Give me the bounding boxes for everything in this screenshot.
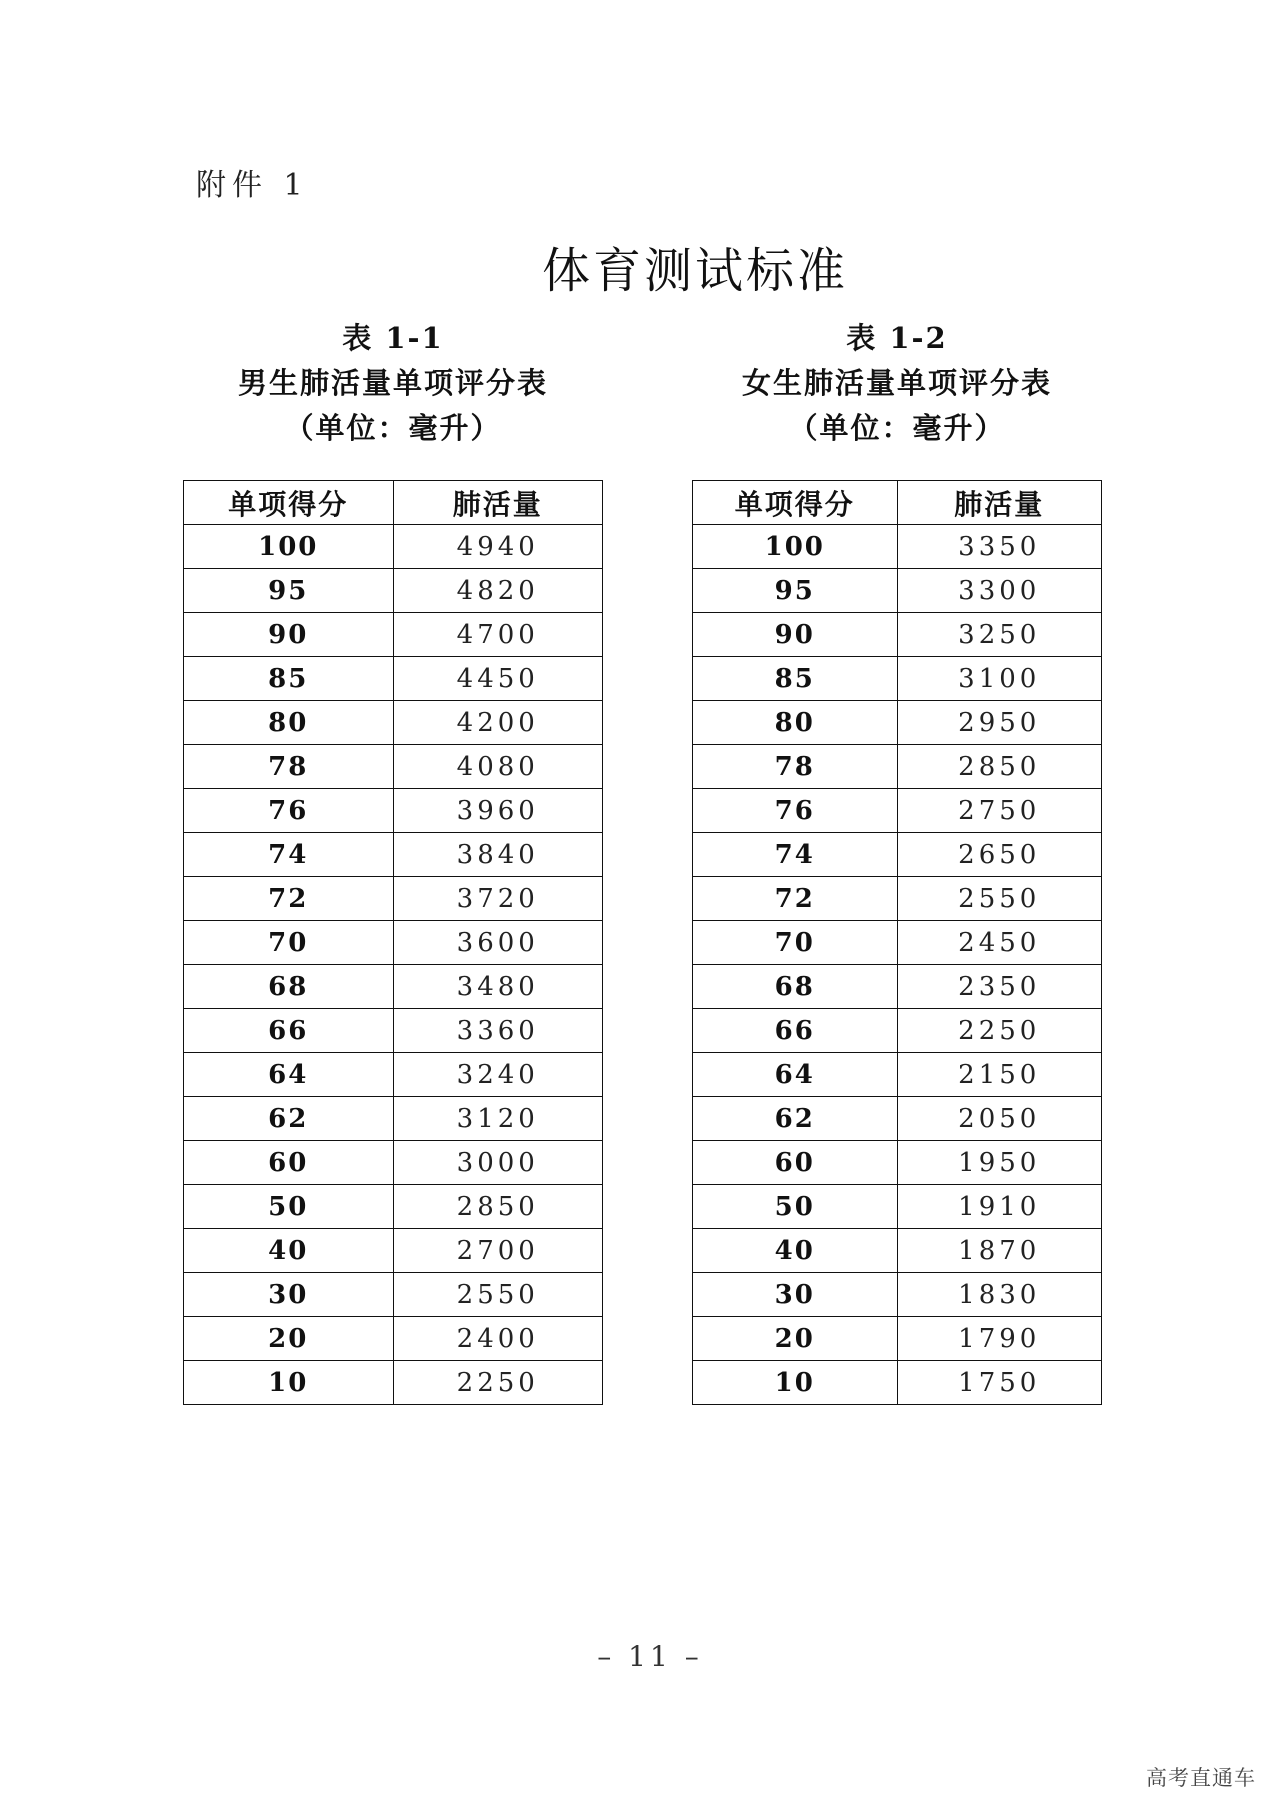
vital-capacity-cell: 2750 <box>897 789 1102 833</box>
score-cell: 40 <box>693 1229 898 1273</box>
table-row <box>693 701 1102 745</box>
vital-capacity-cell: 3840 <box>393 833 603 877</box>
score-cell: 72 <box>693 877 898 921</box>
vital-capacity-cell: 4450 <box>393 657 603 701</box>
score-cell: 62 <box>184 1097 394 1141</box>
vital-capacity-cell: 3120 <box>393 1097 603 1141</box>
table-row <box>693 833 1102 877</box>
table-row <box>184 877 603 921</box>
table-row <box>693 1273 1102 1317</box>
table-row <box>184 1097 603 1141</box>
header-vital-capacity: 肺活量 <box>393 481 603 525</box>
vital-capacity-cell: 2650 <box>897 833 1102 877</box>
table-row <box>184 745 603 789</box>
score-cell: 90 <box>693 613 898 657</box>
table-caption-title: 男生肺活量单项评分表 <box>237 366 548 400</box>
vital-capacity-cell: 3250 <box>897 613 1102 657</box>
vital-capacity-cell: 2550 <box>393 1273 603 1317</box>
score-cell: 30 <box>184 1273 394 1317</box>
table-row <box>693 1361 1102 1405</box>
score-cell: 64 <box>693 1053 898 1097</box>
vital-capacity-cell: 3000 <box>393 1141 603 1185</box>
vital-capacity-cell: 1870 <box>897 1229 1102 1273</box>
vital-capacity-cell: 2400 <box>393 1317 603 1361</box>
page-title: 体育测试标准 <box>541 243 848 299</box>
table-row <box>184 1141 603 1185</box>
score-cell: 68 <box>184 965 394 1009</box>
score-cell: 64 <box>184 1053 394 1097</box>
table-row <box>184 1053 603 1097</box>
score-cell: 95 <box>693 569 898 613</box>
vital-capacity-cell: 2150 <box>897 1053 1102 1097</box>
vital-capacity-cell: 2850 <box>897 745 1102 789</box>
table-row <box>184 833 603 877</box>
score-cell: 10 <box>184 1361 394 1405</box>
header-vital-capacity: 肺活量 <box>897 481 1102 525</box>
table-row <box>693 1097 1102 1141</box>
score-cell: 10 <box>693 1361 898 1405</box>
score-cell: 30 <box>693 1273 898 1317</box>
table-row <box>184 1317 603 1361</box>
score-cell: 95 <box>184 569 394 613</box>
score-cell: 66 <box>693 1009 898 1053</box>
vital-capacity-cell: 4940 <box>393 525 603 569</box>
score-cell: 100 <box>693 525 898 569</box>
table-row <box>184 613 603 657</box>
vital-capacity-cell: 2350 <box>897 965 1102 1009</box>
header-score: 单项得分 <box>184 481 394 525</box>
table-header-row <box>184 481 603 525</box>
vital-capacity-cell: 4700 <box>393 613 603 657</box>
score-cell: 70 <box>693 921 898 965</box>
table-row <box>693 1185 1102 1229</box>
table-row <box>184 921 603 965</box>
table-row <box>184 1361 603 1405</box>
table-row <box>693 789 1102 833</box>
table-number: 表 1-1 <box>342 321 444 355</box>
table-caption-female <box>692 316 1102 451</box>
table-row <box>693 1229 1102 1273</box>
table-row <box>693 965 1102 1009</box>
watermark-text: 高考直通车 <box>1146 1766 1256 1790</box>
score-cell: 20 <box>693 1317 898 1361</box>
score-cell: 100 <box>184 525 394 569</box>
table-row <box>184 525 603 569</box>
table-row <box>693 569 1102 613</box>
vital-capacity-cell: 2450 <box>897 921 1102 965</box>
table-row <box>693 657 1102 701</box>
table-unit: （单位：毫升） <box>788 411 1006 445</box>
vital-capacity-cell: 3720 <box>393 877 603 921</box>
table-row <box>693 613 1102 657</box>
score-cell: 85 <box>184 657 394 701</box>
vital-capacity-cell: 1830 <box>897 1273 1102 1317</box>
table-caption-male <box>183 316 603 451</box>
vital-capacity-cell: 3360 <box>393 1009 603 1053</box>
vital-capacity-cell: 1910 <box>897 1185 1102 1229</box>
score-cell: 70 <box>184 921 394 965</box>
vital-capacity-cell: 1750 <box>897 1361 1102 1405</box>
vital-capacity-cell: 2700 <box>393 1229 603 1273</box>
header-score: 单项得分 <box>693 481 898 525</box>
vital-capacity-cell: 3600 <box>393 921 603 965</box>
vital-capacity-cell: 2250 <box>897 1009 1102 1053</box>
table-row <box>184 1185 603 1229</box>
table-row <box>184 1009 603 1053</box>
score-cell: 66 <box>184 1009 394 1053</box>
score-cell: 60 <box>184 1141 394 1185</box>
attachment-label: 附件 1 <box>196 168 309 203</box>
table-row <box>184 965 603 1009</box>
score-cell: 78 <box>184 745 394 789</box>
score-cell: 76 <box>184 789 394 833</box>
table-row <box>693 1141 1102 1185</box>
table-row <box>693 921 1102 965</box>
vital-capacity-cell: 1790 <box>897 1317 1102 1361</box>
score-cell: 68 <box>693 965 898 1009</box>
vital-capacity-cell: 2250 <box>393 1361 603 1405</box>
score-cell: 80 <box>693 701 898 745</box>
table-row <box>184 1229 603 1273</box>
vital-capacity-cell: 3300 <box>897 569 1102 613</box>
score-cell: 90 <box>184 613 394 657</box>
table-row <box>184 657 603 701</box>
vital-capacity-cell: 2550 <box>897 877 1102 921</box>
table-row <box>693 1053 1102 1097</box>
score-cell: 50 <box>184 1185 394 1229</box>
score-cell: 62 <box>693 1097 898 1141</box>
vital-capacity-cell: 2050 <box>897 1097 1102 1141</box>
vital-capacity-cell: 2850 <box>393 1185 603 1229</box>
score-cell: 50 <box>693 1185 898 1229</box>
vital-capacity-cell: 1950 <box>897 1141 1102 1185</box>
score-cell: 78 <box>693 745 898 789</box>
vital-capacity-cell: 3960 <box>393 789 603 833</box>
score-cell: 85 <box>693 657 898 701</box>
table-row <box>184 701 603 745</box>
vital-capacity-cell: 4200 <box>393 701 603 745</box>
score-cell: 74 <box>184 833 394 877</box>
table-number: 表 1-2 <box>846 321 948 355</box>
table-row <box>184 1273 603 1317</box>
score-cell: 40 <box>184 1229 394 1273</box>
table-row <box>693 877 1102 921</box>
table-row <box>693 525 1102 569</box>
table-row <box>693 1009 1102 1053</box>
table-row <box>693 745 1102 789</box>
score-cell: 20 <box>184 1317 394 1361</box>
table-caption-title: 女生肺活量单项评分表 <box>741 366 1052 400</box>
page-number: – 11 – <box>597 1640 703 1673</box>
table-row <box>693 1317 1102 1361</box>
vital-capacity-cell: 2950 <box>897 701 1102 745</box>
vital-capacity-cell: 3100 <box>897 657 1102 701</box>
score-cell: 80 <box>184 701 394 745</box>
female-vital-capacity-table <box>692 480 1102 1405</box>
score-cell: 72 <box>184 877 394 921</box>
score-cell: 60 <box>693 1141 898 1185</box>
male-vital-capacity-table <box>183 480 603 1405</box>
score-cell: 74 <box>693 833 898 877</box>
vital-capacity-cell: 3350 <box>897 525 1102 569</box>
score-cell: 76 <box>693 789 898 833</box>
table-row <box>184 569 603 613</box>
table-header-row <box>693 481 1102 525</box>
vital-capacity-cell: 3240 <box>393 1053 603 1097</box>
vital-capacity-cell: 4820 <box>393 569 603 613</box>
vital-capacity-cell: 3480 <box>393 965 603 1009</box>
vital-capacity-cell: 4080 <box>393 745 603 789</box>
table-unit: （单位：毫升） <box>284 411 502 445</box>
table-row <box>184 789 603 833</box>
